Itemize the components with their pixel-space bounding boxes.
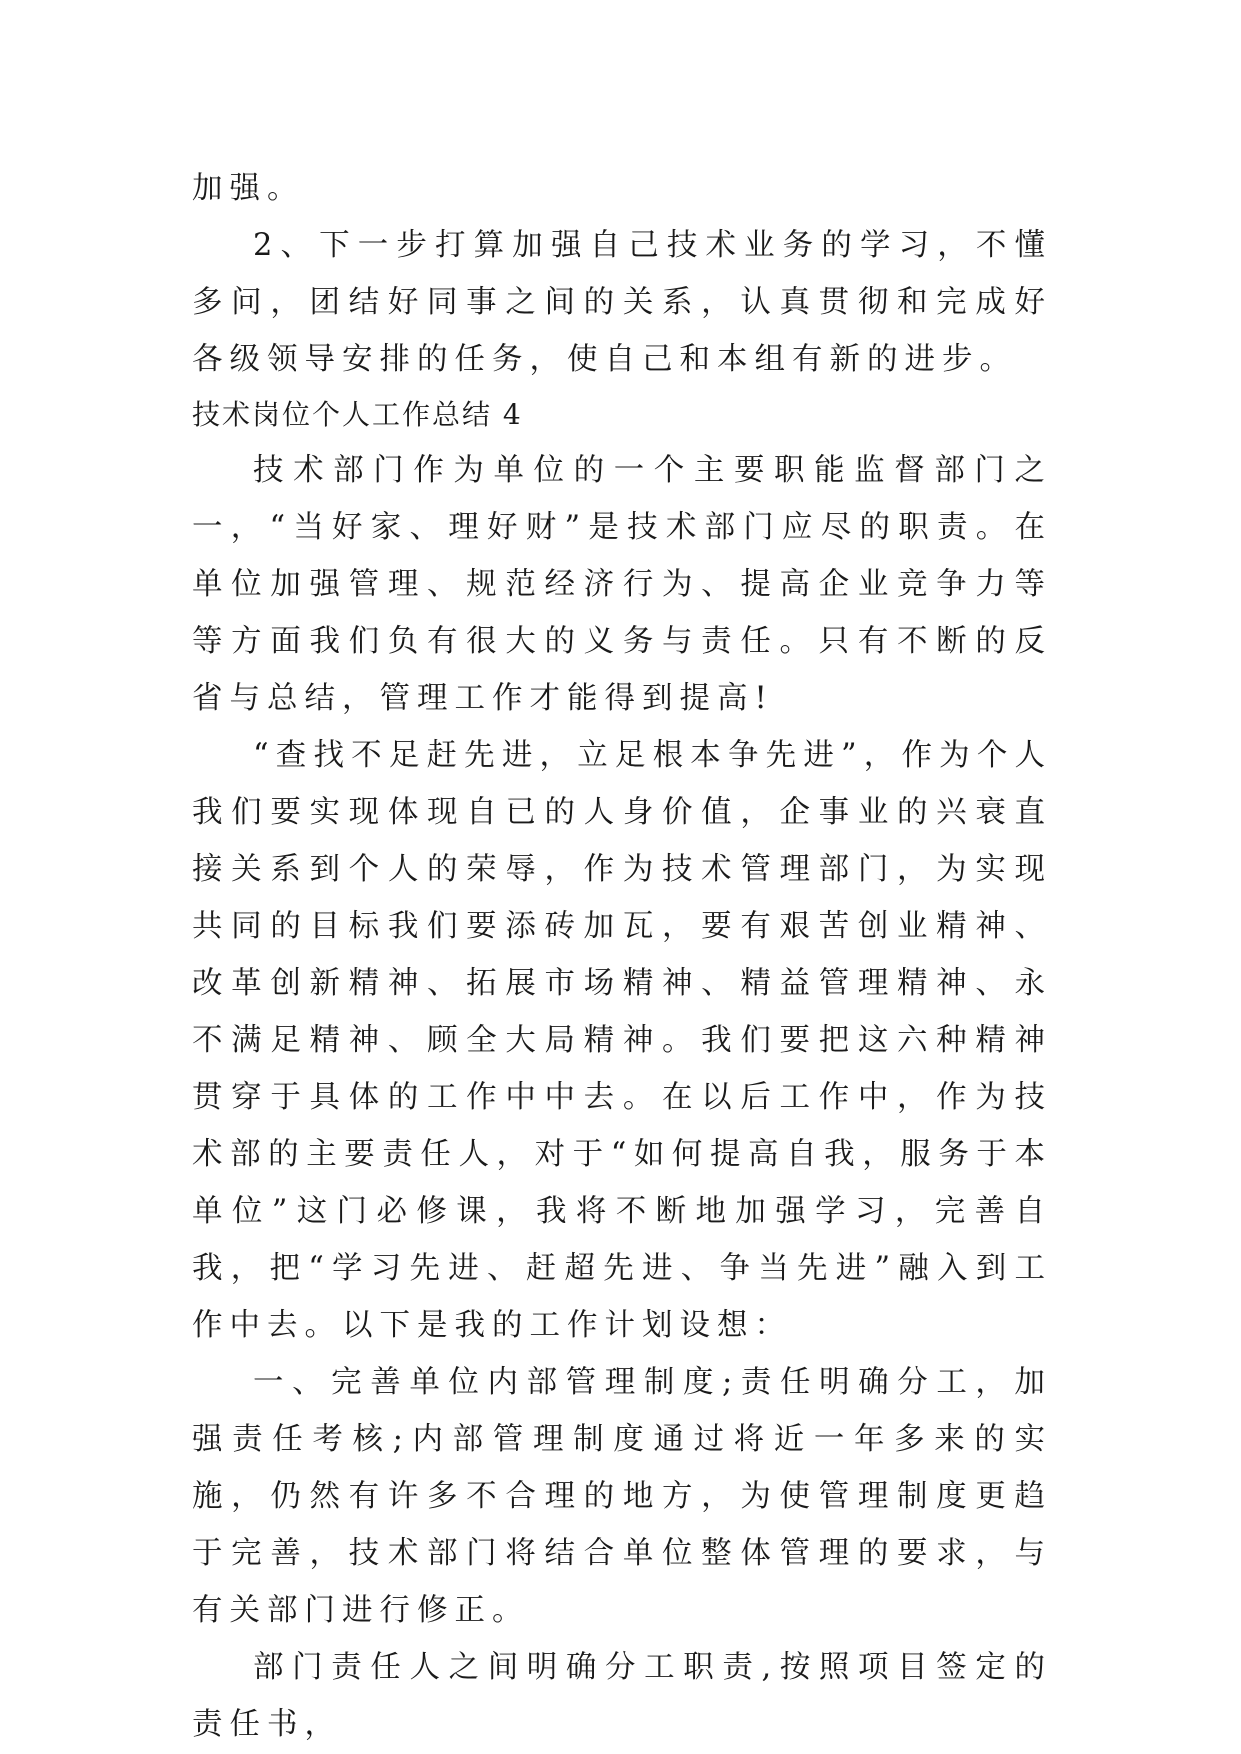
paragraph-responsibility: 部门责任人之间明确分工职责,按照项目签定的责任书， xyxy=(192,1650,1052,1742)
paragraph-next-step-plan: 2、下一步打算加强自己技术业务的学习，不懂多问，团结好同事之间的关系，认真贯彻和完成好各级领导安排的任务，使自己和本组有新的进步。 xyxy=(192,228,1052,377)
paragraph-spirit: “查找不足赶先进，立足根本争先进”，作为个人我们要实现体现自已的人身价值，企事业的兴衰直接关系到个人的荣辱，作为技术管理部门，为实现共同的目标我们要添砖加瓦，要有艰苦创业精神、改革创新精神、拓展市场精神、精益管理精神、永不满足精神、顾全大局精神。我们要把这六种精神贯穿于具体的工作中中去。在以后工作中，作为技术部的主要责任人，对于“如何提高自我，服务于本单位”这门必修课，我将不断地加强学习，完善自我，把“学习先进、赶超先进、争当先进”融入到工作中去。以下是我的工作计划设想： xyxy=(192,738,1052,1343)
section-heading: 技术岗位个人工作总结 4 xyxy=(192,398,523,431)
paragraph-continuation: 加强。 xyxy=(192,171,305,206)
paragraph-plan-one: 一、完善单位内部管理制度;责任明确分工，加强责任考核;内部管理制度通过将近一年多来的实施，仍然有许多不合理的地方，为使管理制度更趋于完善，技术部门将结合单位整体管理的要求，与有关部门进行修正。 xyxy=(192,1365,1052,1628)
document-body xyxy=(192,160,1052,1753)
paragraph-intro: 技术部门作为单位的一个主要职能监督部门之一，“当好家、理好财”是技术部门应尽的职责。在单位加强管理、规范经济行为、提高企业竞争力等等方面我们负有很大的义务与责任。只有不断的反省与总结，管理工作才能得到提高! xyxy=(192,453,1052,716)
